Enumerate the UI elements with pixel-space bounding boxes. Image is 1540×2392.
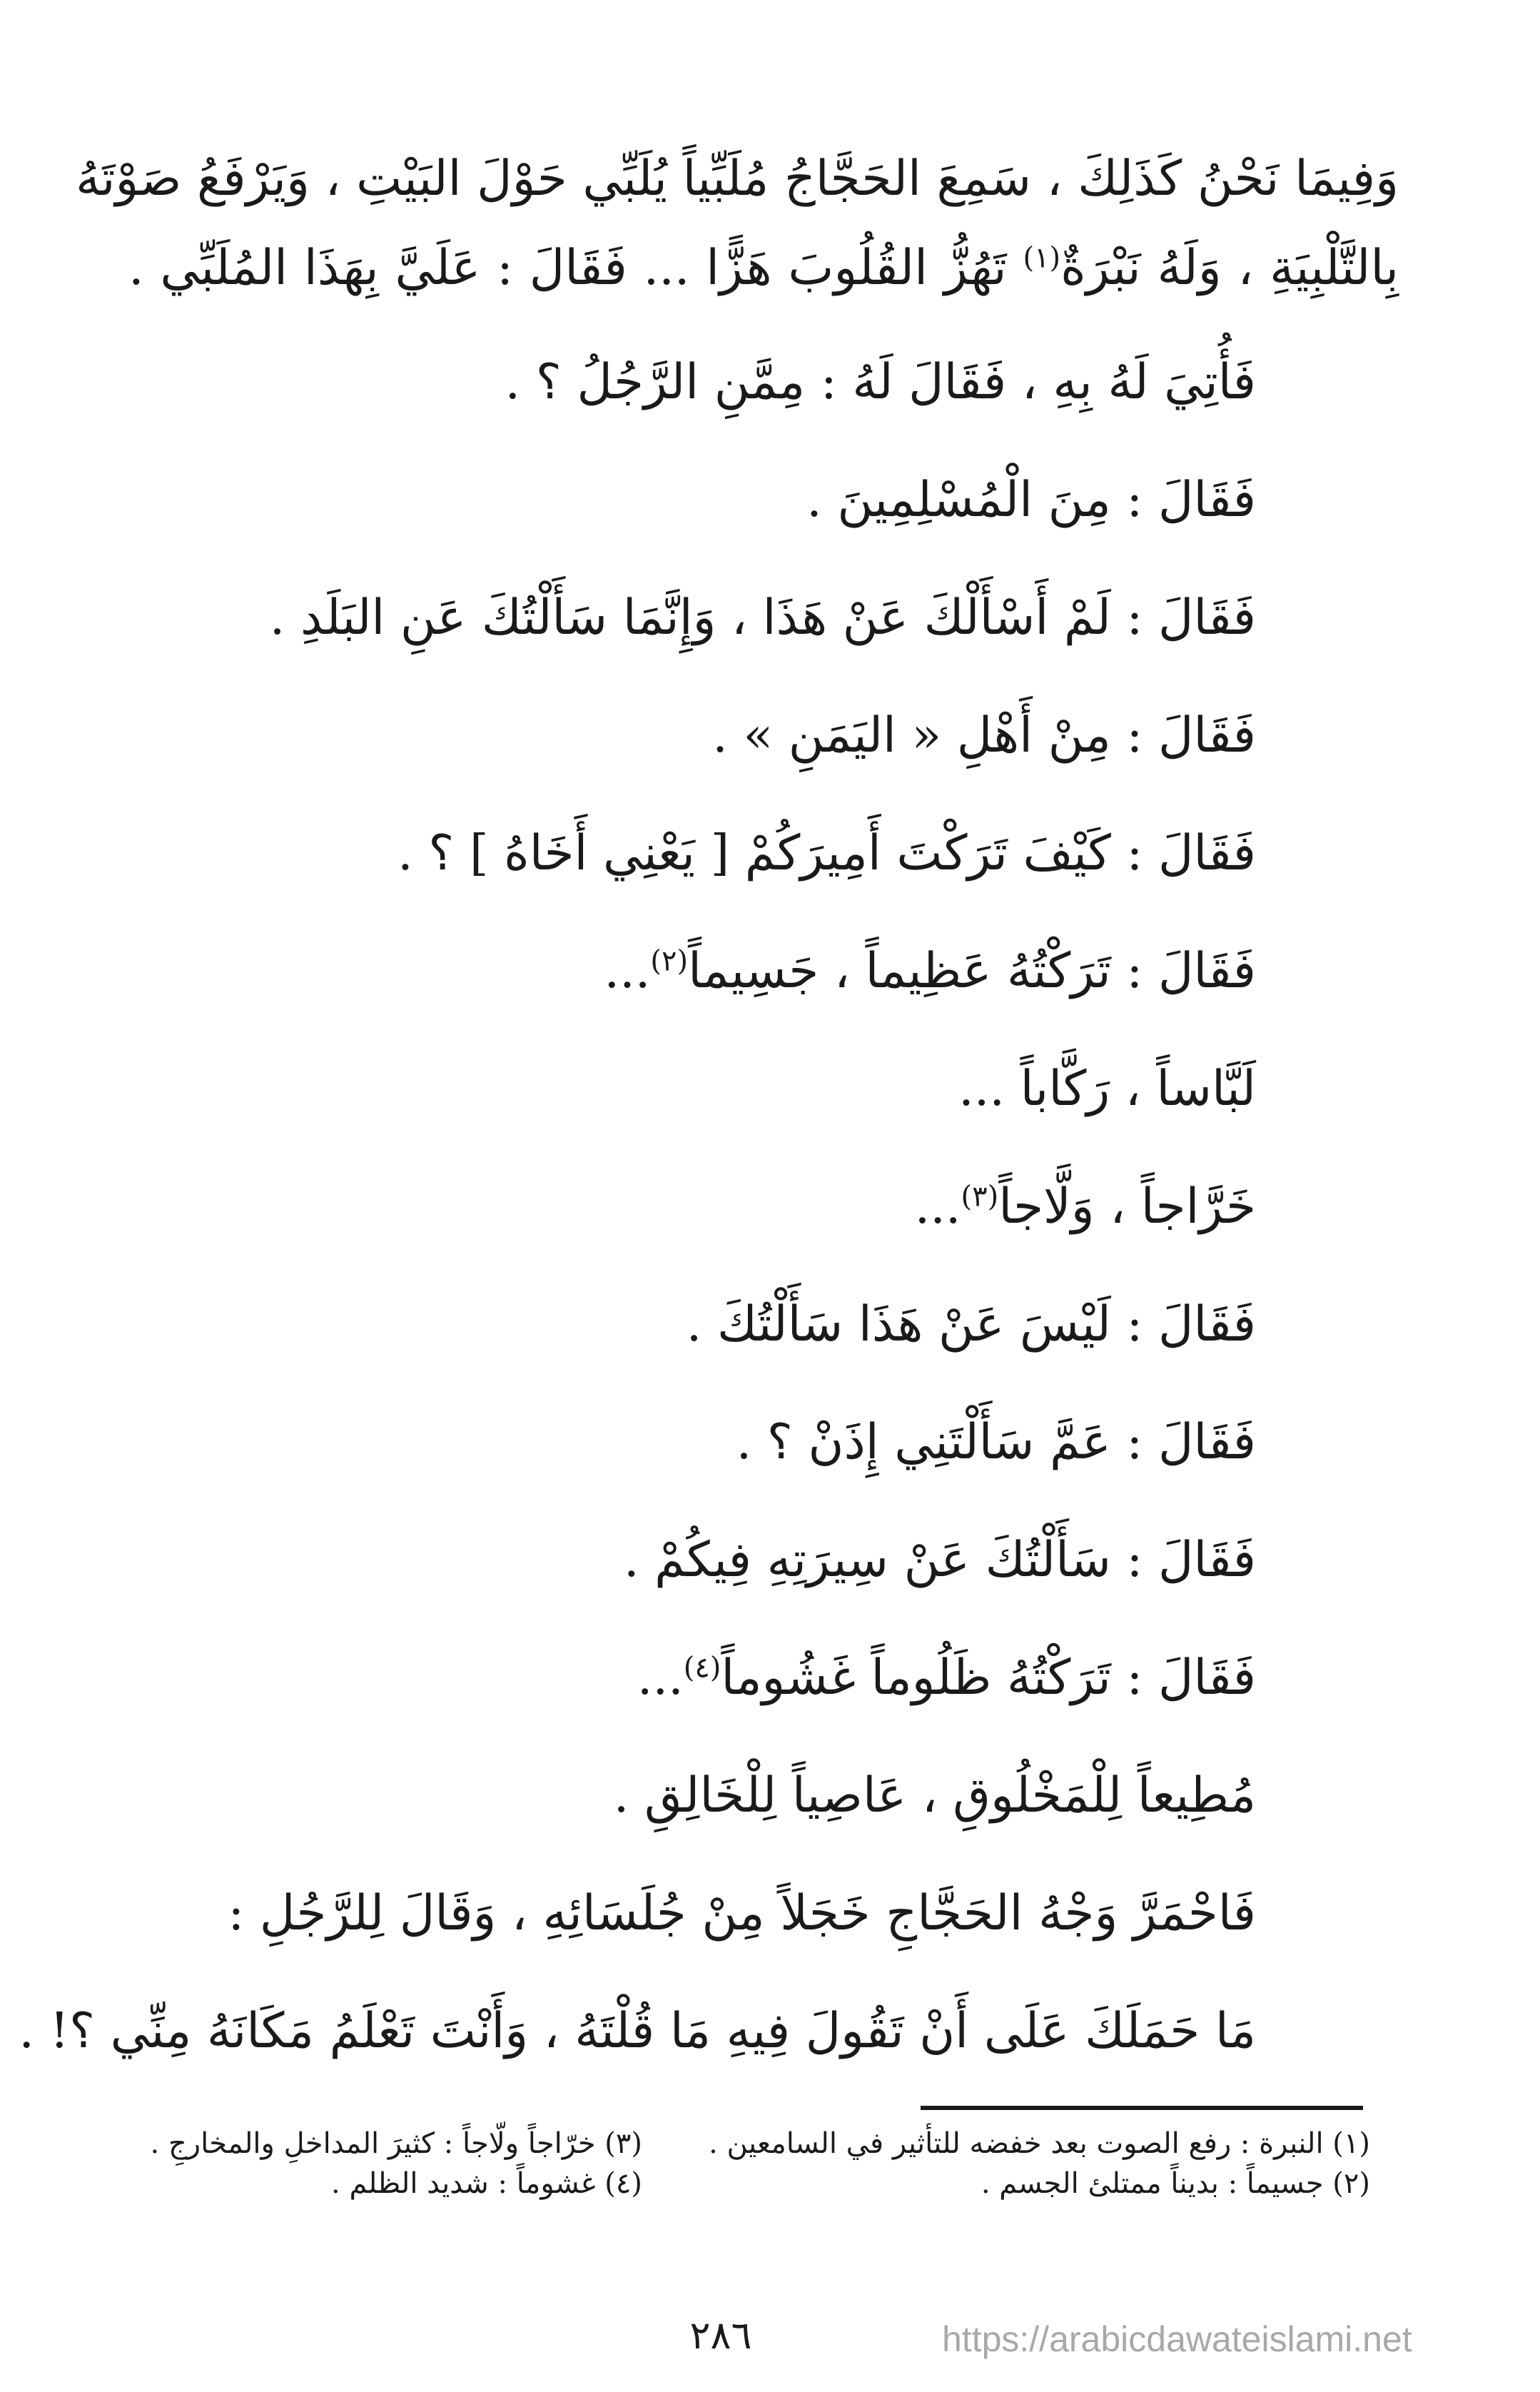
intro-line-2-before: بِالتَّلْبِيَةِ ، وَلَهُ نَبْرَةٌ bbox=[1060, 240, 1399, 296]
dialogue-line bbox=[397, 824, 1256, 883]
footnote-ref: (٣) bbox=[961, 1180, 999, 1213]
footnote-3: (٣) خرّاجاً ولّاجاً : كثيرَ المداخلِ والمخارجِ . bbox=[150, 2127, 642, 2160]
dialogue-text: فَقَالَ : لَيْسَ عَنْ هَذَا سَأَلْتُكَ . bbox=[686, 1296, 1256, 1353]
dialogue-text: فَقَالَ : لَمْ أَسْأَلْكَ عَنْ هَذَا ، وَإِنَّمَا سَأَلْتُكَ عَنِ البَلَدِ . bbox=[269, 590, 1256, 646]
dialogue-text: فَقَالَ : عَمَّ سَأَلْتَنِي إِذَنْ ؟ . bbox=[736, 1414, 1256, 1470]
footnote-column-left bbox=[0, 2124, 642, 2204]
page-number: ٢٨٦ bbox=[689, 2313, 752, 2358]
dialogue-text: فَقَالَ : سَأَلْتُكَ عَنْ سِيرَتِهِ فِيكُمْ . bbox=[623, 1532, 1256, 1588]
dialogue-line bbox=[637, 1649, 1256, 1707]
dialogue-text: خَرَّاجاً ، وَلَّاجاً bbox=[998, 1179, 1256, 1235]
dialogue-text: مَا حَمَلَكَ عَلَى أَنْ تَقُولَ فِيهِ مَا قُلْتَهُ ، وَأَنْتَ تَعْلَمُ مَكَانَهُ مِنِّي ؟! . bbox=[19, 2003, 1256, 2059]
dialogue-line bbox=[806, 471, 1256, 530]
dialogue-line bbox=[915, 1178, 1256, 1236]
footnote-ref: (١) bbox=[1023, 241, 1061, 275]
footnote-column-right bbox=[709, 2124, 1370, 2204]
paragraph-line bbox=[128, 239, 1399, 298]
footnote-1: (١) النبرة : رفع الصوت بعد خفضه للتأثير في السامعين . bbox=[709, 2127, 1370, 2160]
dialogue-text: فَقَالَ : مِنَ الْمُسْلِمِينَ . bbox=[806, 472, 1256, 528]
dialogue-line bbox=[624, 1531, 1256, 1590]
ellipsis: ... bbox=[637, 1650, 684, 1706]
dialogue-text: فَقَالَ : تَرَكْتُهُ ظَلُوماً غَشُوماً bbox=[721, 1650, 1256, 1706]
dialogue-line bbox=[712, 707, 1256, 765]
dialogue-text: فَاحْمَرَّ وَجْهُ الحَجَّاجِ خَجَلاً مِنْ جُلَسَائِهِ ، وَقَالَ لِلرَّجُلِ : bbox=[228, 1885, 1256, 1942]
dialogue-line bbox=[958, 1060, 1256, 1119]
footnote-4: (٤) غشوماً : شديد الظلم . bbox=[331, 2167, 642, 2200]
dialogue-text: فَقَالَ : تَرَكْتُهُ عَظِيماً ، جَسِيماً bbox=[688, 943, 1256, 999]
intro-line-1: وَفِيمَا نَحْنُ كَذَلِكَ ، سَمِعَ الحَجَّاجُ مُلَبِّياً يُلَبِّي حَوْلَ البَيْتِ ، وَيَرْفَعُ صَوْتَهُ bbox=[76, 151, 1399, 207]
dialogue-line bbox=[604, 942, 1256, 1001]
dialogue-text: لَبَّاساً ، رَكَّاباً ... bbox=[958, 1061, 1256, 1117]
dialogue-text: فَقَالَ : كَيْفَ تَرَكْتَ أَمِيرَكُمْ [ يَعْنِي أَخَاهُ ] ؟ . bbox=[397, 825, 1256, 882]
footnote-2: (٢) جسيماً : بديناً ممتلئ الجسم . bbox=[981, 2167, 1370, 2200]
dialogue-line bbox=[19, 2002, 1256, 2061]
dialogue-line bbox=[505, 353, 1256, 412]
ellipsis: ... bbox=[604, 943, 651, 999]
dialogue-line bbox=[270, 589, 1256, 647]
dialogue-line bbox=[736, 1413, 1256, 1472]
watermark: https://arabicdawateislami.net bbox=[942, 2319, 1412, 2359]
dialogue-text: فَقَالَ : مِنْ أَهْلِ « اليَمَنِ » . bbox=[712, 707, 1256, 764]
footnote-divider bbox=[921, 2106, 1363, 2110]
paragraph-line bbox=[76, 150, 1399, 208]
footnote-ref: (٤) bbox=[683, 1651, 721, 1685]
intro-line-2-after: تَهُزُّ القُلُوبَ هَزًّا ... فَقَالَ : عَلَيَّ بِهَذَا المُلَبِّي . bbox=[128, 240, 1007, 296]
dialogue-line bbox=[687, 1296, 1256, 1354]
dialogue-text: مُطِيعاً لِلْمَخْلُوقِ ، عَاصِياً لِلْخَالِقِ . bbox=[613, 1767, 1256, 1824]
dialogue-line bbox=[614, 1767, 1256, 1825]
ellipsis: ... bbox=[914, 1179, 961, 1235]
dialogue-line bbox=[228, 1884, 1256, 1943]
footnote-ref: (٢) bbox=[650, 944, 689, 978]
dialogue-text: فَأُتِيَ لَهُ بِهِ ، فَقَالَ لَهُ : مِمَّنِ الرَّجُلُ ؟ . bbox=[505, 354, 1256, 410]
